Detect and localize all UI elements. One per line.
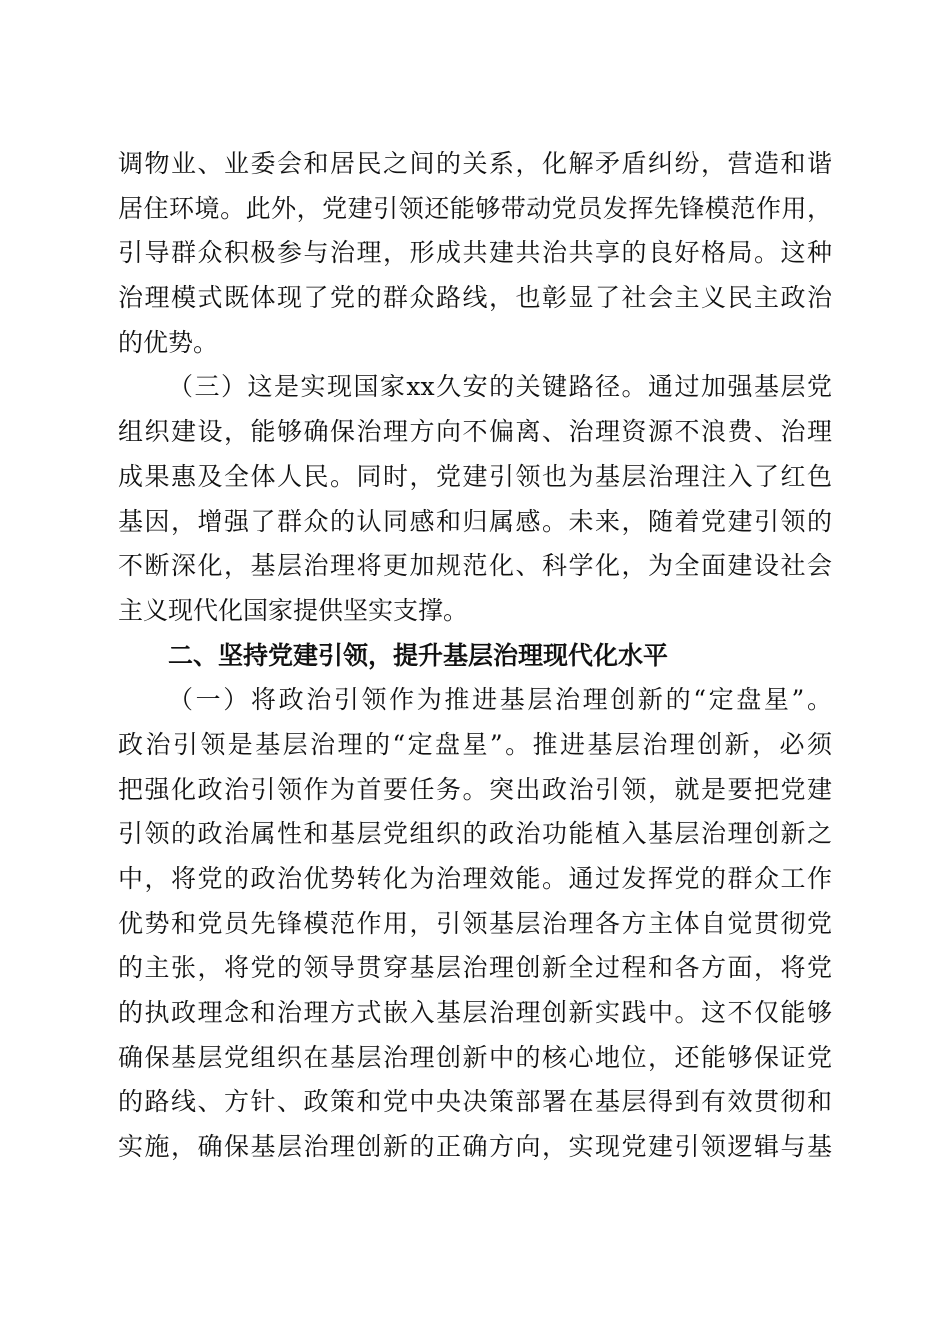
text-line: 实施，确保基层治理创新的正确方向，实现党建引领逻辑与基 <box>118 1132 832 1162</box>
section-heading-2: 二、坚持党建引领，提升基层治理现代化水平 <box>168 640 669 670</box>
text-line: 政治引领是基层治理的“定盘星”。推进基层治理创新，必须 <box>118 729 832 759</box>
text-line: 组织建设，能够确保治理方向不偏离、治理资源不浪费、治理 <box>118 417 832 447</box>
text-line: 优势和党员先锋模范作用，引领基层治理各方主体自觉贯彻党 <box>118 908 832 938</box>
text-line: 确保基层党组织在基层治理创新中的核心地位，还能够保证党 <box>118 1042 832 1072</box>
text-line: 调物业、业委会和居民之间的关系，化解矛盾纠纷，营造和谐 <box>118 149 832 178</box>
text-line: 居住环境。此外，党建引领还能够带动党员发挥先锋模范作用， <box>118 193 832 223</box>
text-line: 引领的政治属性和基层党组织的政治功能植入基层治理创新之 <box>118 819 832 849</box>
text-line: 不断深化，基层治理将更加规范化、科学化，为全面建设社会 <box>118 551 832 581</box>
text-line: 的执政理念和治理方式嵌入基层治理创新实践中。这不仅能够 <box>118 998 832 1028</box>
text-line: 把强化政治引领作为首要任务。突出政治引领，就是要把党建 <box>118 774 832 804</box>
text-line: 治理模式既体现了党的群众路线，也彰显了社会主义民主政治 <box>118 283 832 313</box>
text-line: 的路线、方针、政策和党中央决策部署在基层得到有效贯彻和 <box>118 1087 832 1117</box>
text-line: 基因，增强了群众的认同感和归属感。未来，随着党建引领的 <box>118 506 832 536</box>
text-line: 主义现代化国家提供坚实支撑。 <box>118 595 469 625</box>
text-line: 成果惠及全体人民。同时，党建引领也为基层治理注入了红色 <box>118 461 832 491</box>
text-line: 的主张，将党的领导贯穿基层治理创新全过程和各方面，将党 <box>118 953 832 983</box>
text-line: 的优势。 <box>118 327 219 357</box>
subsection-heading-1: （一）将政治引领作为推进基层治理创新的“定盘星”。 <box>168 685 832 715</box>
text-line: 引导群众积极参与治理，形成共建共治共享的良好格局。这种 <box>118 238 832 268</box>
document-body <box>118 142 832 1170</box>
text-line: 中，将党的政治优势转化为治理效能。通过发挥党的群众工作 <box>118 864 832 893</box>
subsection-heading-3: （三）这是实现国家xx久安的关键路径。通过加强基层党 <box>168 372 832 402</box>
